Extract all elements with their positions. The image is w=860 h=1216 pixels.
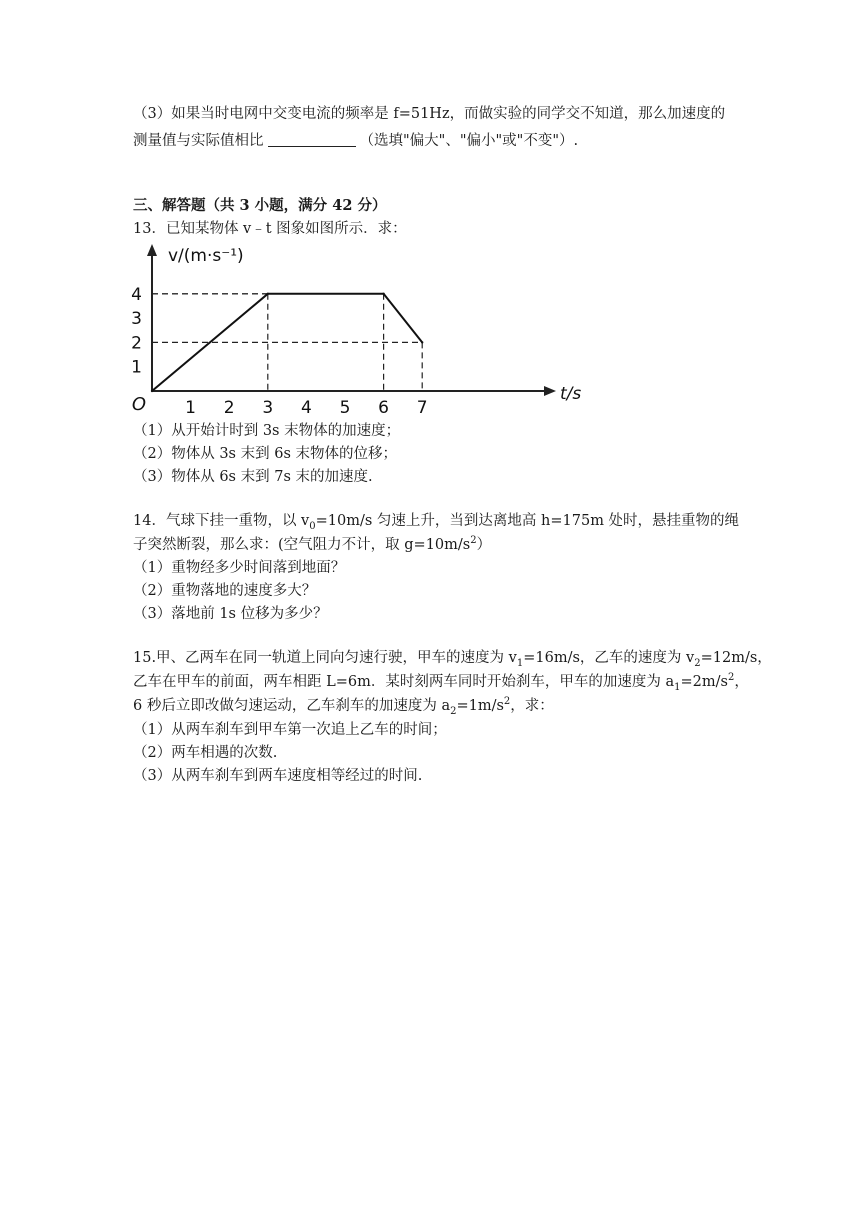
q15-sub3: （3）从两车刹车到两车速度相等经过的时间.: [133, 768, 423, 784]
q15-text-b: =16m/s，乙车的速度为 v: [523, 650, 695, 666]
y-tick-label: 4: [131, 284, 142, 305]
q15-sub-a1: 1: [674, 681, 681, 693]
q15-sup-a2: 2: [503, 696, 511, 708]
q15-text-e: =2m/s: [680, 674, 728, 690]
q15-sub-2: 2: [694, 657, 701, 669]
origin-label: O: [131, 394, 147, 415]
q14-line1: [133, 511, 739, 531]
x-tick-label: 6: [378, 398, 390, 418]
q15-text-c: =12m/s，: [700, 650, 772, 666]
q14-text-b: =10m/s 匀速上升，当到达离地高 h=175m 处时，悬挂重物的绳: [315, 513, 740, 529]
q13-stem: 13．已知某物体 v﹣t 图象如图所示．求：: [133, 221, 407, 237]
answer-blank[interactable]: [268, 132, 356, 147]
y-tick-label: 3: [131, 309, 142, 330]
q12-part3-text-after: （选填"偏大"、"偏小"或"不变"）.: [359, 133, 579, 149]
x-tick-label: 7: [416, 398, 428, 418]
q12-part3-line1: （3）如果当时电网中交变电流的频率是 f=51Hz，而做实验的同学交不知道，那么加速度的: [133, 106, 726, 122]
data-point-3: [421, 341, 423, 343]
x-tick-label: 5: [339, 398, 351, 418]
q15-sub-1: 1: [516, 657, 524, 669]
data-point-0: [151, 390, 153, 392]
data-point-1: [267, 293, 269, 295]
q15-sup-a1: 2: [727, 672, 735, 684]
q15-text-g: 6 秒后立即改做匀速运动，乙车刹车的加速度为 a: [133, 698, 451, 714]
x-axis-label: t/s: [560, 384, 582, 404]
q14-sub1: （1）重物经多少时间落到地面？: [133, 560, 346, 576]
q14-sub-0: 0: [309, 520, 316, 532]
q12-part3-line2: [133, 131, 578, 151]
y-axis-arrow: [147, 244, 157, 256]
q15-line3: [133, 696, 554, 716]
q15-sub-a2: 2: [450, 705, 457, 717]
vt-graph: [131, 242, 584, 418]
y-tick-label: 1: [131, 357, 142, 378]
q14-text-d: ）: [476, 537, 492, 553]
data-point-2: [382, 293, 384, 295]
q15-text-f: ，: [734, 674, 749, 690]
q13-sub1: （1）从开始计时到 3s 末物体的加速度；: [133, 423, 401, 439]
x-tick-label: 4: [300, 398, 312, 418]
q13-sub3: （3）物体从 6s 末到 7s 末的加速度.: [133, 469, 373, 485]
q13-sub2: （2）物体从 3s 末到 6s 末物体的位移；: [133, 446, 397, 462]
y-tick-label: 2: [131, 333, 142, 354]
q14-line2: [133, 535, 491, 555]
q14-sub3: （3）落地前 1s 位移为多少？: [133, 606, 328, 622]
q15-line1: [133, 648, 772, 668]
q14-sub2: （2）重物落地的速度多大？: [133, 583, 317, 599]
q15-text-h: =1m/s: [456, 698, 504, 714]
q15-text-i: ，求：: [510, 698, 554, 714]
section-heading: 三、解答题（共 3 小题，满分 42 分）: [133, 197, 387, 214]
x-tick-label: 3: [262, 398, 274, 418]
q14-text-c: 子突然断裂，那么求：(空气阻力不计，取 g=10m/s: [133, 537, 471, 553]
q12-part3-text-before: 测量值与实际值相比: [133, 133, 264, 149]
q15-line2: [133, 672, 749, 692]
q14-text-a: 14．气球下挂一重物，以 v: [133, 513, 310, 529]
x-tick-label: 2: [223, 398, 235, 418]
q15-text-d: 乙车在甲车的前面，两车相距 L=6m．某时刻两车同时开始刹车，甲车的加速度为 a: [133, 674, 675, 690]
x-axis-arrow: [544, 386, 556, 396]
q15-text-a: 15.甲、乙两车在同一轨道上同向匀速行驶，甲车的速度为 v: [133, 650, 517, 666]
q15-sub1: （1）从两车刹车到甲车第一次追上乙车的时间；: [133, 722, 447, 738]
q14-sup-2: 2: [470, 535, 477, 547]
x-tick-label: 1: [185, 398, 197, 418]
q15-sub2: （2）两车相遇的次数.: [133, 745, 278, 761]
y-axis-label: v/(m·s⁻¹): [168, 246, 244, 266]
